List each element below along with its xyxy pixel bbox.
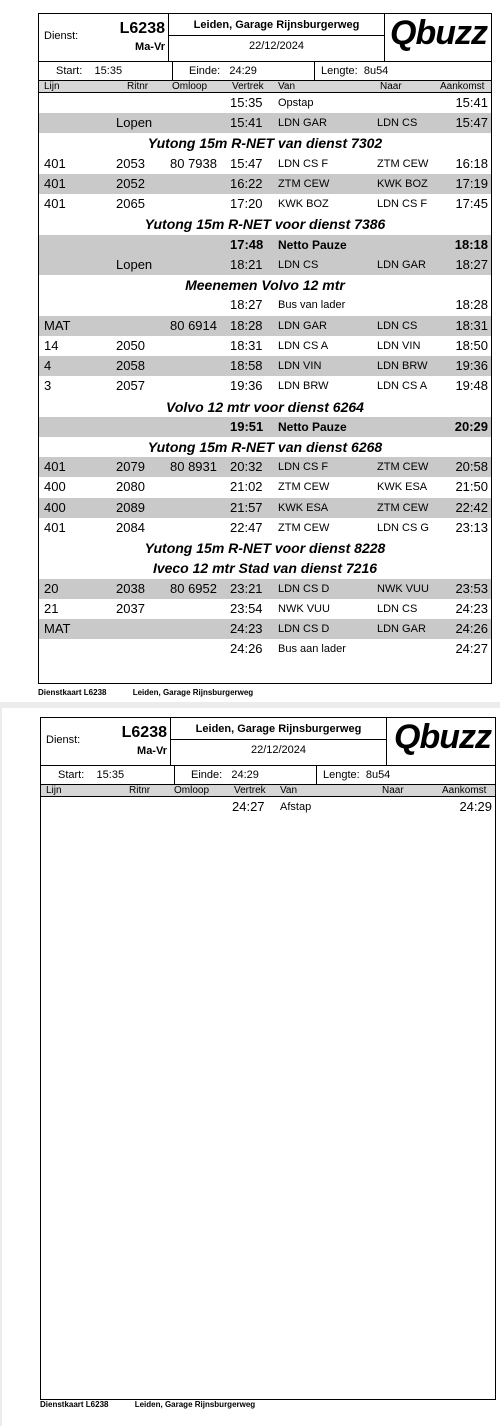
location-cell bbox=[169, 14, 385, 61]
cell-aankomst: 18:31 bbox=[455, 317, 488, 333]
cell-ritnr: 2080 bbox=[116, 479, 145, 495]
cell-naar: LDN GAR bbox=[377, 623, 426, 636]
cell-lijn: MAT bbox=[44, 317, 71, 333]
dienst-days: Ma-Vr bbox=[135, 41, 165, 53]
col-aankomst: Aankomst bbox=[440, 81, 485, 92]
cell-vertrek: 18:21 bbox=[230, 256, 263, 272]
cell-ritnr: 2065 bbox=[116, 196, 145, 212]
schedule-rows bbox=[39, 93, 491, 660]
cell-van: KWK ESA bbox=[278, 501, 329, 514]
cell-van: LDN CS F bbox=[278, 157, 329, 170]
section-title: Meenemen Volvo 12 mtr bbox=[185, 277, 345, 294]
cell-vertrek: 23:54 bbox=[230, 600, 263, 616]
cell-ritnr: 2058 bbox=[116, 358, 145, 374]
table-row bbox=[39, 113, 491, 133]
section-title-row bbox=[39, 275, 491, 295]
start-cell bbox=[41, 766, 175, 784]
cell-van: Bus van lader bbox=[278, 299, 346, 312]
cell-aankomst: 23:53 bbox=[455, 580, 488, 596]
dienst-number: L6238 bbox=[121, 724, 167, 741]
page-footer bbox=[38, 688, 277, 697]
cell-van: Afstap bbox=[280, 801, 312, 813]
location-name: Leiden, Garage Rijnsburgerweg bbox=[195, 723, 362, 735]
col-aankomst: Aankomst bbox=[442, 785, 487, 796]
pause-start: 19:51 bbox=[230, 418, 264, 434]
section-title-row bbox=[39, 538, 491, 558]
footer-label: Dienstkaart L6238 bbox=[40, 1400, 109, 1409]
cell-vertrek: 15:41 bbox=[230, 115, 263, 131]
start-label: Start: bbox=[56, 65, 83, 77]
cell-van: LDN BRW bbox=[278, 380, 329, 393]
col-omloop: Omloop bbox=[172, 81, 208, 92]
cell-van: KWK BOZ bbox=[278, 198, 329, 211]
cell-van: LDN CS D bbox=[278, 623, 330, 636]
col-van: Van bbox=[278, 81, 296, 92]
pause-label: Netto Pauze bbox=[278, 419, 347, 434]
cell-lijn: 4 bbox=[44, 358, 52, 374]
cell-van: LDN CS A bbox=[278, 339, 329, 352]
cell-lijn: 401 bbox=[44, 175, 66, 191]
cell-naar: LDN BRW bbox=[377, 360, 428, 373]
footer-location: Leiden, Garage Rijnsburgerweg bbox=[132, 688, 254, 697]
cell-vertrek: 18:58 bbox=[230, 358, 263, 374]
pause-start: 17:48 bbox=[230, 236, 264, 252]
table-row bbox=[39, 457, 491, 477]
service-date: 22/12/2024 bbox=[250, 744, 307, 756]
location-name: Leiden, Garage Rijnsburgerweg bbox=[193, 19, 360, 31]
cell-vertrek: 23:21 bbox=[230, 580, 263, 596]
cell-aankomst: 20:58 bbox=[455, 459, 488, 475]
cell-naar: NWK VUU bbox=[377, 582, 429, 595]
pause-label: Netto Pauze bbox=[278, 237, 347, 252]
cell-aankomst: 18:50 bbox=[455, 337, 488, 353]
footer-location: Leiden, Garage Rijnsburgerweg bbox=[134, 1400, 256, 1409]
cell-omloop: 80 6952 bbox=[170, 580, 217, 596]
table-row bbox=[39, 255, 491, 275]
einde-cell bbox=[175, 766, 317, 784]
cell-vertrek: 19:36 bbox=[230, 378, 263, 394]
einde-cell bbox=[173, 62, 315, 80]
cell-naar: KWK BOZ bbox=[377, 177, 428, 190]
col-naar: Naar bbox=[382, 785, 404, 796]
cell-naar: LDN CS bbox=[377, 319, 418, 332]
cell-ritnr: 2050 bbox=[116, 337, 145, 353]
page-footer bbox=[40, 1400, 279, 1409]
cell-ritnr: Lopen bbox=[116, 115, 153, 131]
cell-aankomst: 24:27 bbox=[455, 641, 488, 657]
cell-aankomst: 18:27 bbox=[455, 256, 488, 272]
cell-omloop: 80 6914 bbox=[170, 317, 217, 333]
cell-van: NWK VUU bbox=[278, 602, 330, 615]
cell-ritnr: 2037 bbox=[116, 600, 145, 616]
cell-vertrek: 15:47 bbox=[230, 155, 263, 171]
logo-cell bbox=[387, 718, 495, 765]
cell-vertrek: 15:35 bbox=[230, 95, 263, 110]
table-row bbox=[39, 316, 491, 336]
cell-van: LDN CS bbox=[278, 258, 319, 271]
cell-aankomst: 19:48 bbox=[455, 378, 488, 394]
qbuzz-logo: Qbuzz bbox=[394, 718, 491, 756]
cell-naar: ZTM CEW bbox=[377, 461, 429, 474]
table-row bbox=[39, 518, 491, 538]
cell-vertrek: 21:02 bbox=[230, 479, 263, 495]
logo-cell bbox=[385, 14, 491, 61]
cell-van: LDN GAR bbox=[278, 319, 327, 332]
table-row bbox=[39, 579, 491, 599]
cell-vertrek: 22:47 bbox=[230, 519, 263, 535]
cell-aankomst: 22:42 bbox=[455, 499, 488, 515]
service-card bbox=[38, 13, 492, 684]
footer-label: Dienstkaart L6238 bbox=[38, 688, 107, 697]
column-header bbox=[41, 785, 495, 797]
page-1 bbox=[0, 0, 500, 702]
cell-aankomst: 24:26 bbox=[455, 621, 488, 637]
section-title: Yutong 15m R-NET van dienst 7302 bbox=[147, 135, 383, 152]
lengte-label: Lengte: bbox=[323, 769, 360, 781]
service-card bbox=[40, 717, 496, 1400]
dienst-label: Dienst: bbox=[44, 30, 79, 42]
cell-van: ZTM CEW bbox=[278, 521, 330, 534]
location-cell bbox=[171, 718, 387, 765]
cell-ritnr: 2038 bbox=[116, 580, 145, 596]
cell-ritnr: 2057 bbox=[116, 378, 145, 394]
qbuzz-logo: Qbuzz bbox=[390, 14, 487, 52]
einde-label: Einde: bbox=[189, 65, 221, 77]
section-title: Yutong 15m R-NET voor dienst 8228 bbox=[144, 540, 386, 557]
section-title: Volvo 12 mtr voor dienst 6264 bbox=[166, 398, 364, 415]
dienst-cell bbox=[39, 14, 169, 61]
table-row bbox=[39, 93, 491, 113]
einde-label: Einde: bbox=[191, 769, 223, 781]
col-ritnr: Ritnr bbox=[127, 81, 149, 92]
section-title-row bbox=[39, 397, 491, 417]
cell-naar: LDN CS F bbox=[377, 198, 428, 211]
table-row bbox=[39, 376, 491, 396]
section-title-row bbox=[39, 133, 491, 153]
cell-naar: ZTM CEW bbox=[377, 157, 429, 170]
cell-vertrek: 20:32 bbox=[230, 459, 263, 475]
cell-aankomst: 18:28 bbox=[455, 297, 488, 313]
cell-aankomst: 24:29 bbox=[459, 799, 492, 814]
cell-ritnr: Lopen bbox=[116, 256, 153, 272]
table-row bbox=[39, 599, 491, 619]
table-row bbox=[39, 498, 491, 518]
cell-lijn: 401 bbox=[44, 155, 66, 171]
cell-lijn: MAT bbox=[44, 621, 71, 637]
cell-vertrek: 18:28 bbox=[230, 317, 263, 333]
start-label: Start: bbox=[58, 769, 85, 781]
cell-naar: LDN CS bbox=[377, 117, 418, 130]
cell-van: LDN CS F bbox=[278, 461, 329, 474]
cell-naar: LDN VIN bbox=[377, 339, 421, 352]
column-header bbox=[39, 81, 491, 93]
divider bbox=[169, 35, 384, 36]
cell-van: ZTM CEW bbox=[278, 481, 330, 494]
cell-vertrek: 16:22 bbox=[230, 175, 263, 191]
table-row bbox=[39, 194, 491, 214]
cell-ritnr: 2089 bbox=[116, 499, 145, 515]
cell-aankomst: 16:18 bbox=[455, 155, 488, 171]
cell-aankomst: 15:41 bbox=[455, 95, 488, 110]
cell-lijn: 400 bbox=[44, 479, 66, 495]
time-info-bar bbox=[39, 62, 491, 81]
cell-lijn: 21 bbox=[44, 600, 59, 616]
cell-van: Opstap bbox=[278, 97, 314, 109]
pause-row bbox=[39, 417, 491, 437]
cell-omloop: 80 8931 bbox=[170, 459, 217, 475]
cell-lijn: 400 bbox=[44, 499, 66, 515]
section-title-row bbox=[39, 214, 491, 234]
lengte-cell bbox=[315, 62, 491, 80]
einde-time: 24:29 bbox=[229, 65, 257, 77]
pause-end: 18:18 bbox=[454, 236, 488, 252]
cell-lijn: 401 bbox=[44, 459, 66, 475]
table-row bbox=[39, 477, 491, 497]
einde-time: 24:29 bbox=[231, 769, 259, 781]
cell-vertrek: 21:57 bbox=[230, 499, 263, 515]
table-row bbox=[39, 336, 491, 356]
cell-naar: LDN GAR bbox=[377, 258, 426, 271]
card-header bbox=[39, 14, 491, 62]
col-vertrek: Vertrek bbox=[234, 785, 266, 796]
lengte-label: Lengte: bbox=[321, 65, 358, 77]
col-lijn: Lijn bbox=[46, 785, 62, 796]
cell-lijn: 14 bbox=[44, 337, 59, 353]
cell-aankomst: 24:23 bbox=[455, 600, 488, 616]
dienst-days: Ma-Vr bbox=[137, 745, 167, 757]
cell-ritnr: 2084 bbox=[116, 519, 145, 535]
table-row bbox=[39, 154, 491, 174]
cell-vertrek: 17:20 bbox=[230, 196, 263, 212]
cell-naar: ZTM CEW bbox=[377, 501, 429, 514]
lengte-value: 8u54 bbox=[365, 769, 391, 781]
table-row bbox=[39, 619, 491, 639]
cell-lijn: 20 bbox=[44, 580, 59, 596]
col-vertrek: Vertrek bbox=[232, 81, 264, 92]
cell-naar: LDN CS A bbox=[377, 380, 428, 393]
cell-naar: LDN CS G bbox=[377, 521, 429, 534]
cell-van: LDN GAR bbox=[278, 117, 327, 130]
card-header bbox=[41, 718, 495, 766]
section-title-row bbox=[39, 558, 491, 578]
table-row bbox=[39, 295, 491, 315]
lengte-cell bbox=[317, 766, 495, 784]
cell-vertrek: 18:27 bbox=[230, 297, 263, 313]
col-lijn: Lijn bbox=[44, 81, 60, 92]
cell-van: LDN CS D bbox=[278, 582, 330, 595]
service-date: 22/12/2024 bbox=[248, 40, 305, 52]
cell-lijn: 3 bbox=[44, 378, 52, 394]
cell-aankomst: 17:19 bbox=[455, 175, 488, 191]
cell-vertrek: 18:31 bbox=[230, 337, 263, 353]
cell-vertrek: 24:26 bbox=[230, 641, 263, 657]
schedule-rows bbox=[41, 797, 495, 817]
start-cell bbox=[39, 62, 173, 80]
cell-aankomst: 17:45 bbox=[455, 196, 488, 212]
page-2 bbox=[2, 708, 500, 1426]
cell-vertrek: 24:27 bbox=[232, 799, 265, 814]
table-row bbox=[39, 356, 491, 376]
section-title: Iveco 12 mtr Stad van dienst 7216 bbox=[152, 560, 378, 577]
cell-aankomst: 15:47 bbox=[455, 115, 488, 131]
start-time: 15:35 bbox=[96, 769, 125, 781]
divider bbox=[171, 739, 386, 740]
table-row bbox=[41, 797, 495, 817]
cell-lijn: 401 bbox=[44, 519, 66, 535]
dienst-cell bbox=[41, 718, 171, 765]
cell-ritnr: 2053 bbox=[116, 155, 145, 171]
cell-vertrek: 24:23 bbox=[230, 621, 263, 637]
table-row bbox=[39, 639, 491, 659]
time-info-bar bbox=[41, 766, 495, 785]
col-van: Van bbox=[280, 785, 298, 796]
section-title: Yutong 15m R-NET van dienst 6268 bbox=[147, 438, 383, 455]
cell-naar: LDN CS bbox=[377, 602, 418, 615]
cell-van: LDN VIN bbox=[278, 360, 322, 373]
section-title-row bbox=[39, 437, 491, 457]
start-time: 15:35 bbox=[94, 65, 123, 77]
pause-row bbox=[39, 235, 491, 255]
cell-lijn: 401 bbox=[44, 196, 66, 212]
cell-van: Bus aan lader bbox=[278, 643, 346, 656]
cell-omloop: 80 7938 bbox=[170, 155, 217, 171]
cell-naar: KWK ESA bbox=[377, 481, 428, 494]
cell-aankomst: 21:50 bbox=[455, 479, 488, 495]
cell-aankomst: 23:13 bbox=[455, 519, 488, 535]
col-ritnr: Ritnr bbox=[129, 785, 151, 796]
section-title: Yutong 15m R-NET voor dienst 7386 bbox=[144, 216, 386, 233]
dienst-number: L6238 bbox=[119, 20, 165, 37]
table-row bbox=[39, 174, 491, 194]
cell-aankomst: 19:36 bbox=[455, 358, 488, 374]
lengte-value: 8u54 bbox=[363, 65, 389, 77]
cell-ritnr: 2079 bbox=[116, 459, 145, 475]
pause-end: 20:29 bbox=[454, 418, 488, 434]
col-naar: Naar bbox=[380, 81, 402, 92]
cell-van: ZTM CEW bbox=[278, 177, 330, 190]
dienst-label: Dienst: bbox=[46, 734, 81, 746]
col-omloop: Omloop bbox=[174, 785, 210, 796]
cell-ritnr: 2052 bbox=[116, 175, 145, 191]
